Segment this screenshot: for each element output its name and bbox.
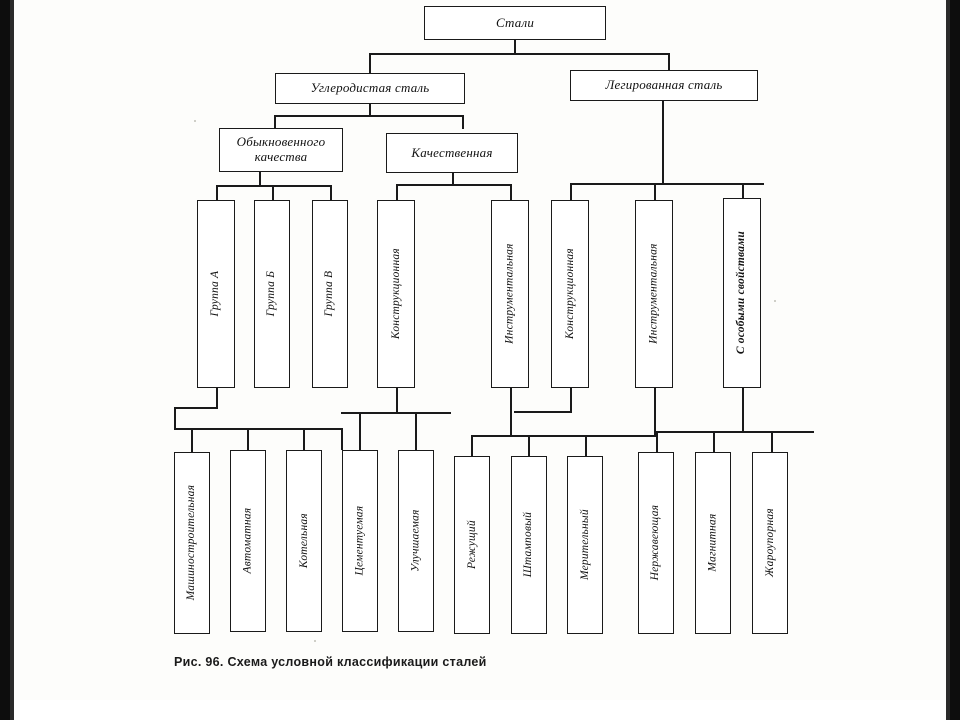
node-alloy-tool-label: Инструментальная [647, 243, 660, 345]
edge-q-tool-down [510, 388, 512, 436]
edge-to-heatproof [771, 431, 773, 453]
node-alloy-tool[interactable] [635, 200, 673, 388]
edge-to-stamping [528, 435, 530, 457]
node-group-a-label: Группа А [209, 271, 222, 317]
edge-to-auto [247, 428, 249, 450]
node-carbon-steel-label: Углеродистая сталь [310, 80, 430, 96]
edge-ordinary-stem [259, 172, 261, 186]
edge-level4-bus-left [174, 428, 342, 430]
node-free-cutting-label: Автоматная [241, 508, 254, 574]
edge-alloy-stem [662, 101, 664, 184]
node-measuring-tool-label: Мерительный [578, 509, 591, 581]
edge-to-boiler [303, 428, 305, 450]
edge-root-to-carbon [369, 53, 371, 74]
edge-to-improved [415, 412, 417, 450]
node-case-hardened-label: Цементуемая [353, 506, 366, 576]
node-root-label: Стали [495, 14, 535, 30]
node-quality-structural-label: Конструкционная [389, 248, 402, 340]
node-group-a[interactable] [197, 200, 235, 388]
node-measuring-tool[interactable] [567, 456, 603, 634]
node-ordinary-quality[interactable] [219, 128, 343, 172]
right-inner-band [946, 0, 950, 720]
edge-a-tool-down [654, 388, 656, 436]
edge-carbon-bus [274, 115, 464, 117]
node-magnetic-label: Магнитная [706, 513, 719, 573]
edge-q-structural-down [396, 388, 398, 414]
edge-to-measuring [585, 435, 587, 457]
node-quality-structural[interactable] [377, 200, 415, 388]
edge-to-machine [191, 428, 193, 454]
node-quality-steel-label: Качественная [411, 144, 493, 160]
node-stainless-label: Нержавеющая [649, 505, 662, 581]
node-alloy-structural[interactable] [551, 200, 589, 388]
node-improved[interactable] [398, 450, 434, 632]
edge-root-bus [369, 53, 669, 55]
node-cutting-tool-label: Режущий [465, 520, 478, 570]
scanned-page [14, 0, 946, 700]
node-heat-resistant-label: Жароупорная [763, 508, 776, 578]
edge-alloy-to-tool [654, 183, 656, 201]
node-quality-steel[interactable] [386, 133, 518, 173]
node-alloy-structural-label: Конструкционная [563, 248, 576, 340]
edge-left-riser [174, 407, 176, 429]
edge-quality-to-tool [510, 184, 512, 201]
node-boiler[interactable] [286, 450, 322, 632]
node-cutting-tool[interactable] [454, 456, 490, 634]
node-quality-tool-label: Инструментальная [503, 243, 516, 345]
node-alloy-special[interactable] [723, 198, 761, 388]
edge-tool-bus [471, 435, 656, 437]
node-group-b-label: Группа Б [265, 271, 278, 317]
node-case-hardened[interactable] [342, 450, 378, 632]
edge-root-stem [514, 40, 516, 54]
node-magnetic[interactable] [695, 452, 731, 634]
node-alloy-steel[interactable] [570, 70, 758, 101]
node-machine-building[interactable] [174, 452, 210, 634]
node-ordinary-quality-label: Обыкновенного качества [236, 134, 326, 164]
node-heat-resistant[interactable] [752, 452, 788, 634]
edge-ordinary-to-group-a [216, 185, 218, 201]
edge-carbon-to-quality [462, 115, 464, 129]
node-alloy-special-label: С особыми свойствами [735, 231, 748, 355]
edge-group-a-bus [174, 407, 218, 409]
left-edge-band [0, 0, 10, 720]
edge-alloy-to-structural [570, 183, 572, 201]
edge-a-special-down [742, 388, 744, 432]
classification-tree [14, 0, 946, 700]
node-quality-tool[interactable] [491, 200, 529, 388]
node-group-v-label: Группа В [323, 271, 336, 317]
edge-to-magnetic [713, 431, 715, 453]
edge-alloy-to-special [742, 183, 744, 199]
node-group-b[interactable] [254, 200, 290, 388]
node-group-v[interactable] [312, 200, 348, 388]
node-stamping-tool[interactable] [511, 456, 547, 634]
edge-q-structural-bus [341, 412, 451, 414]
node-boiler-label: Котельная [297, 513, 310, 569]
edge-to-stainless [656, 431, 658, 453]
edge-a-structural-down [570, 388, 572, 412]
right-edge-band [950, 0, 960, 720]
node-stamping-tool-label: Штамповый [522, 512, 535, 578]
edge-quality-to-structural [396, 184, 398, 201]
node-improved-label: Улучшаемая [409, 509, 422, 573]
figure-caption: Рис. 96. Схема условной классификации сталей [174, 655, 487, 669]
edge-alloy-bus [570, 183, 764, 185]
edge-group-a-down [216, 388, 218, 408]
node-free-cutting[interactable] [230, 450, 266, 632]
edge-to-cutting [471, 435, 473, 457]
node-stainless[interactable] [638, 452, 674, 634]
node-machine-building-label: Машиностроительная [185, 485, 198, 601]
edge-left-bus-end [341, 428, 343, 450]
node-alloy-steel-label: Легированная сталь [605, 77, 723, 93]
node-root[interactable] [424, 6, 606, 40]
node-carbon-steel[interactable] [275, 73, 465, 104]
edge-special-bus [656, 431, 814, 433]
edge-a-structural-bus [514, 411, 572, 413]
edge-quality-bus [396, 184, 511, 186]
edge-carbon-to-ordinary [274, 115, 276, 129]
edge-to-cement [359, 412, 361, 450]
edge-ordinary-to-group-v [330, 185, 332, 201]
edge-ordinary-to-group-b [272, 185, 274, 201]
